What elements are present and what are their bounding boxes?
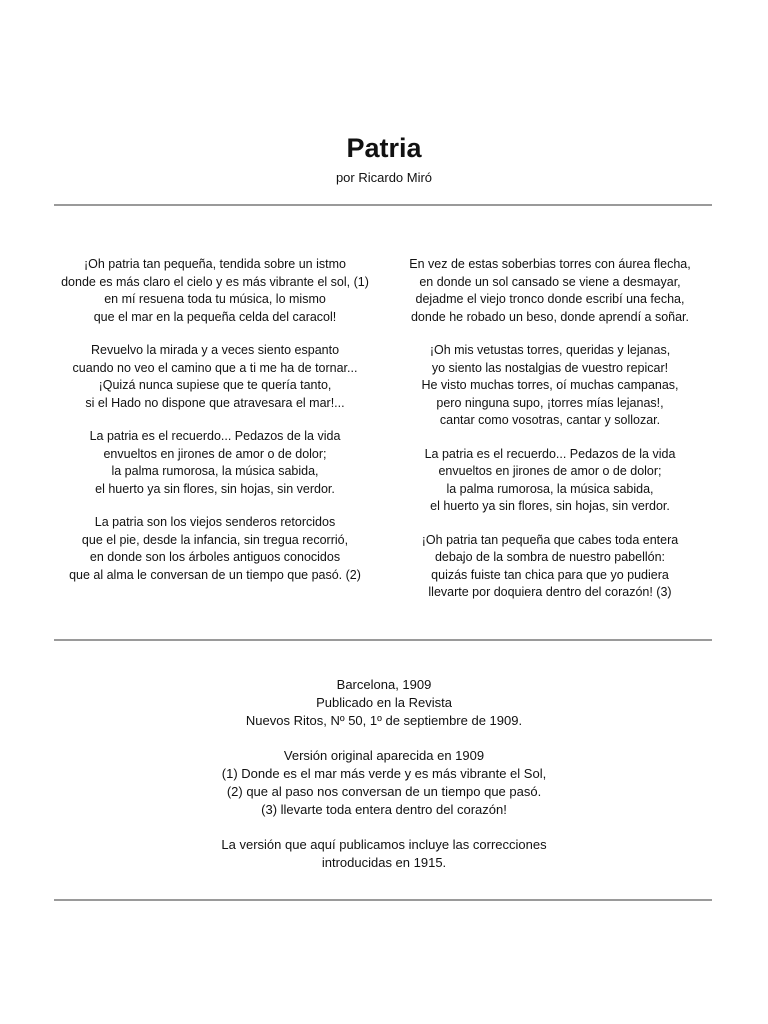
verse-line: cuando no veo el camino que a ti me ha de tornar... — [72, 360, 358, 375]
verse-line: Revuelvo la mirada y a veces siento espanto — [90, 343, 340, 357]
original-version-notes — [0, 747, 768, 819]
stanza — [390, 532, 710, 602]
verse-line: donde es más claro el cielo y es más vibrante el sol, (1) — [61, 274, 369, 289]
verse-line: La patria son los viejos senderos retorcidos — [94, 515, 336, 529]
verse-line: cantar como vosotras, cantar y sollozar. — [439, 413, 661, 427]
note-line: (1) Donde es el mar más verde y es más vibrante el Sol, — [221, 766, 547, 781]
divider-middle — [54, 639, 712, 641]
divider-bottom — [54, 899, 712, 901]
verse-line: He visto muchas torres, oí muchas campanas, — [421, 378, 679, 392]
verse-line: quizás fuiste tan chica para que yo pudiera — [431, 567, 669, 582]
note-line: Versión original aparecida en 1909 — [283, 748, 485, 763]
verse-line: En vez de estas soberbias torres con áurea flecha, — [409, 257, 691, 271]
verse-line: en mí resuena toda tu música, lo mismo — [104, 292, 326, 306]
verse-line: en donde son los árboles antiguos conocidos — [89, 550, 341, 564]
verse-line: pero ninguna supo, ¡torres mías lejanas!, — [436, 395, 664, 410]
verse-line: que al alma le conversan de un tiempo que pasó. (2) — [69, 567, 361, 582]
verse-line: el huerto ya sin flores, sin hojas, sin verdor. — [430, 499, 670, 513]
stanza — [55, 342, 375, 412]
verse-line: si el Hado no dispone que atravesara el mar!... — [85, 395, 345, 410]
poem-column-left — [55, 256, 375, 600]
author-byline: por Ricardo Miró — [335, 170, 433, 185]
note-line: Nuevos Ritos, Nº 50, 1º de septiembre de 1909. — [245, 713, 523, 728]
corrections-note — [0, 836, 768, 872]
verse-line: envueltos en jirones de amor o de dolor; — [103, 446, 327, 461]
verse-line: debajo de la sombra de nuestro pabellón: — [434, 550, 666, 564]
verse-line: donde he robado un beso, donde aprendí a soñar. — [410, 309, 689, 324]
stanza — [390, 446, 710, 516]
verse-line: dejadme el viejo tronco donde escribí una fecha, — [415, 292, 685, 306]
publication-info — [0, 676, 768, 730]
stanza — [55, 514, 375, 584]
verse-line: ¡Quizá nunca supiese que te quería tanto, — [98, 378, 332, 392]
verse-line: que el mar en la pequeña celda del caracol! — [93, 309, 337, 324]
verse-line: que el pie, desde la infancia, sin tregua recorrió, — [81, 532, 349, 547]
verse-line: el huerto ya sin flores, sin hojas, sin verdor. — [95, 481, 335, 496]
publication-notes — [0, 676, 768, 889]
verse-line: la palma rumorosa, la música sabida, — [111, 464, 319, 478]
verse-line: ¡Oh mis vetustas torres, queridas y lejanas, — [429, 343, 671, 357]
poem-column-right — [390, 256, 710, 618]
note-line: Publicado en la Revista — [316, 695, 452, 710]
note-line: (2) que al paso nos conversan de un tiempo que pasó. — [226, 784, 542, 799]
verse-line: ¡Oh patria tan pequeña, tendida sobre un istmo — [84, 257, 346, 271]
verse-line: La patria es el recuerdo... Pedazos de la vida — [89, 429, 341, 443]
note-line: (3) llevarte toda entera dentro del corazón! — [261, 802, 507, 817]
note-line: Barcelona, 1909 — [336, 677, 432, 692]
verse-line: La patria es el recuerdo... Pedazos de la vida — [424, 446, 676, 461]
verse-line: llevarte por doquiera dentro del corazón! (3) — [428, 585, 672, 599]
verse-line: ¡Oh patria tan pequeña que cabes toda entera — [421, 532, 679, 547]
note-line: La versión que aquí publicamos incluye las correcciones — [221, 837, 547, 852]
divider-top — [54, 204, 712, 206]
stanza — [55, 256, 375, 326]
note-line: introducidas en 1915. — [321, 855, 447, 870]
stanza — [390, 256, 710, 326]
stanza — [390, 342, 710, 430]
stanza — [55, 428, 375, 498]
verse-line: en donde un sol cansado se viene a desmayar, — [419, 274, 681, 289]
verse-line: yo siento las nostalgias de vuestro repicar! — [431, 360, 669, 375]
verse-line: envueltos en jirones de amor o de dolor; — [438, 464, 662, 478]
verse-line: la palma rumorosa, la música sabida, — [446, 481, 654, 496]
page-title: Patria — [346, 133, 422, 163]
